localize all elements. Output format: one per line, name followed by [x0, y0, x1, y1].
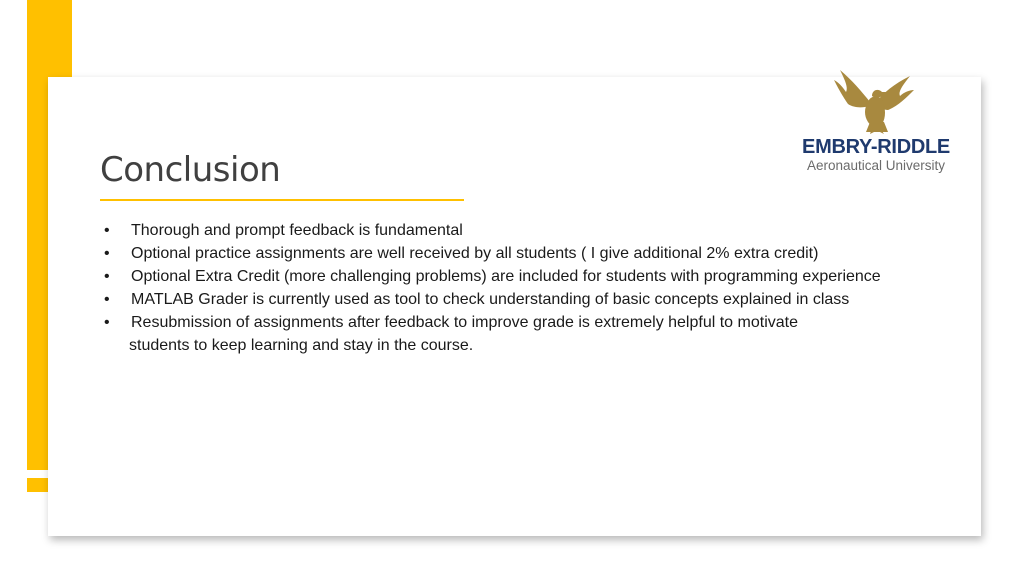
list-item: [104, 288, 984, 311]
bullet-text: Thorough and prompt feedback is fundamental: [131, 222, 463, 239]
slide-title: Conclusion: [100, 150, 281, 190]
bullet-glyph: •: [104, 222, 110, 239]
bullet-text: Optional Extra Credit (more challenging problems) are included for students with programming experience: [131, 268, 881, 285]
bullet-text: Optional practice assignments are well received by all students ( I give additional 2% extra credit): [131, 245, 819, 262]
bullet-continuation: students to keep learning and stay in the course.: [129, 337, 474, 354]
logo-subtitle: Aeronautical University: [806, 158, 946, 173]
bullet-glyph: •: [104, 314, 110, 331]
title-underline: [100, 199, 464, 201]
bullet-glyph: •: [104, 291, 110, 308]
logo-name: EMBRY-RIDDLE: [802, 136, 950, 158]
bullet-list: [104, 219, 984, 334]
list-item: [104, 311, 984, 334]
bullet-glyph: •: [104, 268, 110, 285]
bullet-glyph: •: [104, 245, 110, 262]
bullet-text: Resubmission of assignments after feedback to improve grade is extremely helpful to motivate: [131, 314, 798, 331]
list-item: [104, 219, 984, 242]
bullet-text: MATLAB Grader is currently used as tool to check understanding of basic concepts explained in class: [131, 291, 850, 308]
list-item: [104, 265, 984, 288]
university-logo: [774, 62, 974, 180]
list-item: [104, 242, 984, 265]
accent-bar-tab: [27, 478, 48, 492]
